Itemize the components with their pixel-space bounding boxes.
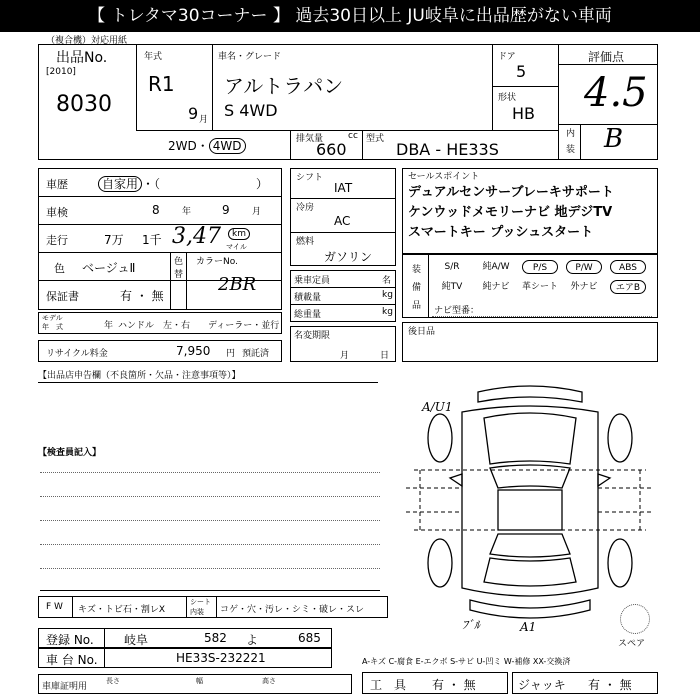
- dealer-type: ディーラー・並行: [208, 321, 280, 331]
- interior-label-1: 内: [566, 129, 576, 139]
- cert-label: 車庫証明用: [42, 682, 88, 692]
- mileage-label: 走行: [46, 234, 68, 247]
- model-name: アルトラパン: [224, 74, 344, 98]
- mileage-unit-km: km: [228, 228, 250, 240]
- year-label: 年式: [144, 52, 163, 62]
- equipment-option: P/S: [522, 260, 558, 274]
- sheet-subtitle: （複合機）対応用紙: [46, 36, 128, 46]
- diagram-note-bottom-a1: A1: [520, 620, 537, 634]
- name-change-label: 名変期限: [294, 331, 331, 341]
- model-year-label-1: モデル: [42, 314, 63, 322]
- inspection-year-unit: 年: [182, 207, 192, 217]
- recycle-note: 預託済: [242, 349, 270, 359]
- cert-length: 長さ: [106, 677, 120, 685]
- fuel-value: ガソリン: [324, 250, 373, 264]
- diagram-note-bottom-left: ﾌﾞﾙ: [462, 618, 481, 632]
- chassis-label: 車 台 No.: [46, 653, 98, 667]
- later-docs-block: [402, 322, 658, 362]
- history-rest: ・（ ）: [142, 177, 269, 191]
- displacement-value: 660: [316, 140, 347, 159]
- shape-label: 形状: [498, 93, 517, 103]
- score-value: 4.5: [584, 70, 648, 116]
- equipment-option: 純ナビ: [482, 282, 510, 292]
- ac-value: AC: [334, 214, 351, 228]
- doors-value: 5: [516, 62, 527, 81]
- later-docs-label: 後日品: [408, 327, 436, 337]
- jack-label: ジャッキ: [518, 678, 566, 692]
- chassis-value: HE33S-232221: [176, 651, 266, 665]
- mileage-handwritten: 3,47: [172, 224, 221, 249]
- seat-items: コゲ・穴・汚レ・シミ・破レ・スレ: [220, 605, 365, 615]
- model-code-value: DBA - HE33S: [396, 140, 499, 159]
- seller-report-label: 【出品店申告欄（不良箇所・欠品・注意事項等）】: [38, 371, 241, 381]
- sales-point-2: ケンウッドメモリーナビ 地デジTV: [408, 205, 613, 220]
- recycle-value: 7,950: [176, 344, 211, 358]
- history-circled: 自家用: [98, 176, 142, 192]
- model-grade: S 4WD: [224, 101, 278, 120]
- drive-2wd: 2WD: [168, 139, 197, 153]
- equipment-option: エアB: [610, 280, 646, 294]
- year-era: R1: [148, 72, 175, 96]
- ac-label: 冷房: [296, 203, 315, 213]
- drive-4wd: 4WD: [209, 138, 246, 154]
- lot-label: 出品No.: [56, 50, 108, 66]
- load-label: 積載量: [294, 293, 322, 303]
- fw-label: F W: [46, 602, 63, 612]
- mileage-unit-mile: マイル: [226, 243, 247, 251]
- equipment-label-1: 装: [412, 265, 422, 275]
- drive-type: [168, 137, 246, 154]
- drive-sep: ・: [196, 139, 209, 153]
- warranty-value: 有 ・ 無: [120, 289, 164, 303]
- name-change-month: 月: [340, 351, 350, 361]
- load-unit: kg: [382, 290, 393, 300]
- warranty-label: 保証書: [46, 290, 79, 303]
- interior-label-2: 装: [566, 145, 576, 155]
- weight-label: 総重量: [294, 310, 322, 320]
- capacity-label: 乗車定員: [294, 276, 331, 286]
- doors-label: ドア: [498, 52, 516, 62]
- registration-label: 登録 No.: [46, 633, 94, 647]
- seat-label-2: 内装: [190, 608, 204, 616]
- spare-tire-icon: [620, 604, 650, 634]
- equipment-label-2: 備: [412, 283, 422, 293]
- shape-value: HB: [512, 104, 536, 123]
- color-value: ベージュⅡ: [82, 261, 136, 275]
- shift-value: IAT: [334, 181, 353, 195]
- displacement-unit: cc: [348, 131, 358, 141]
- navi-model: ナビ型番：: [434, 306, 480, 316]
- equipment-label-3: 品: [412, 301, 422, 311]
- weight-unit: kg: [382, 307, 393, 317]
- equipment-option: ABS: [610, 260, 646, 274]
- model-label: 車名・グレード: [218, 52, 282, 62]
- cert-height: 高さ: [262, 677, 276, 685]
- registration-place: 岐阜: [124, 633, 149, 647]
- year-month-unit: 月: [199, 115, 209, 125]
- color-code: 2BR: [218, 274, 257, 295]
- inspection-month: 9: [222, 203, 230, 217]
- color-code-label: カラーNo.: [196, 257, 238, 267]
- model-year-label-2: 年 式: [42, 323, 63, 331]
- inspection-label: 車検: [46, 206, 68, 219]
- equipment-option: 純TV: [441, 282, 463, 292]
- car-damage-diagram: [400, 378, 660, 648]
- handle-side: ハンドル 左・右: [118, 321, 191, 331]
- sales-points-label: セールスポイント: [408, 172, 480, 182]
- inspector-label: 【検査員記入】: [38, 448, 102, 458]
- mileage-man: 7万: [104, 233, 124, 247]
- equipment-option: 外ナビ: [570, 282, 598, 292]
- equipment-option: P/W: [566, 260, 602, 274]
- year-month: 9: [188, 104, 199, 123]
- history-label: 車歴: [46, 178, 68, 191]
- jack-value: 有 ・ 無: [588, 678, 632, 692]
- spare-label: スペア: [618, 639, 646, 649]
- lot-stamp: [2010]: [46, 67, 76, 77]
- model-year-year: 年: [104, 321, 114, 331]
- lot-number: 8030: [56, 92, 112, 117]
- top-info-block: [38, 44, 658, 160]
- name-change-day: 日: [380, 351, 390, 361]
- color-change-1: 色: [174, 257, 184, 267]
- damage-legend: A-キズ C-腐食 E-エクボ S-サビ U-凹ミ W-補修 XX-交換済: [362, 657, 571, 666]
- cert-width: 幅: [196, 677, 203, 685]
- registration-kana: よ: [246, 633, 259, 647]
- registration-num2: 685: [298, 631, 321, 645]
- diagram-note-front: A/U1: [422, 400, 453, 414]
- displacement-label: 排気量: [296, 134, 324, 144]
- equipment-option: 革シート: [522, 282, 559, 292]
- color-label: 色: [54, 262, 65, 275]
- tools-value: 有 ・ 無: [432, 678, 476, 692]
- equipment-option: S/R: [444, 262, 460, 272]
- score-label: 評価点: [588, 50, 625, 64]
- recycle-unit: 円: [226, 349, 236, 359]
- inspection-month-unit: 月: [252, 207, 262, 217]
- mileage-sen: 1千: [142, 233, 162, 247]
- history-value: [98, 175, 268, 192]
- model-code-label: 型式: [366, 134, 385, 144]
- fuel-label: 燃料: [296, 237, 315, 247]
- sales-point-3: スマートキー プッシュスタート: [408, 225, 594, 240]
- equipment-option: 純A/W: [482, 262, 510, 272]
- recycle-label: リサイクル料金: [46, 349, 108, 359]
- capacity-unit: 名: [382, 276, 392, 286]
- registration-num: 582: [204, 631, 227, 645]
- tools-label: 工 具: [370, 678, 407, 692]
- header-banner: 【 トレタマ30コーナー 】 過去30日以上 JU岐阜に出品歴がない車両: [0, 0, 700, 32]
- color-change-2: 替: [174, 270, 184, 280]
- interior-score: B: [604, 124, 624, 154]
- inspection-year: 8: [152, 203, 160, 217]
- sales-point-1: デュアルセンサーブレーキサポート: [408, 185, 614, 200]
- shift-label: シフト: [296, 173, 324, 183]
- seat-label-1: シート: [190, 598, 211, 606]
- fw-items: キズ・トビ石・割レX: [78, 605, 165, 615]
